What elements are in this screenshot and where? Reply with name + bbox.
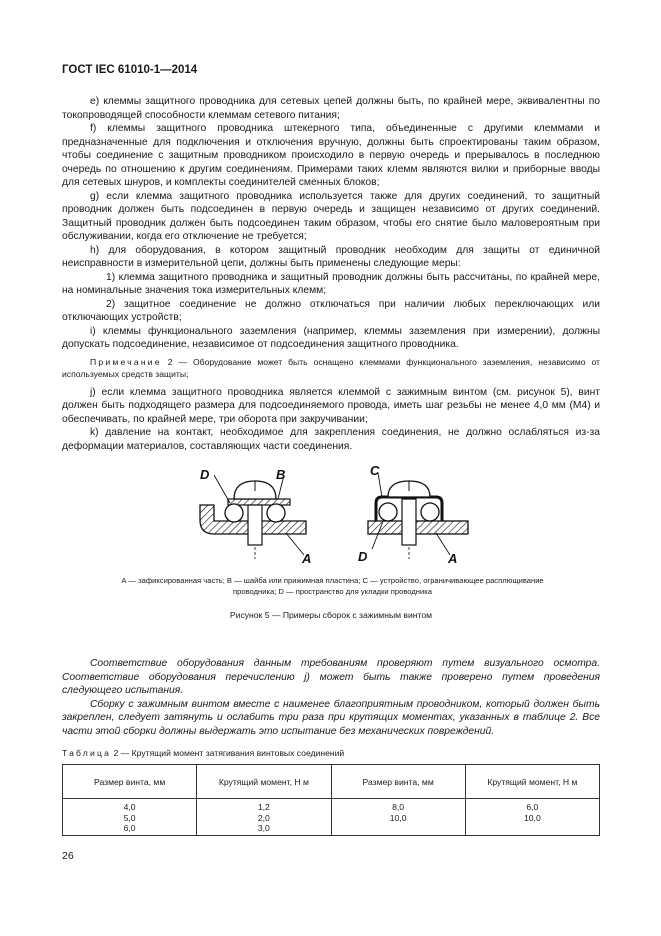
table-cell-col2: [197, 799, 331, 836]
subitem-1: 1) клемма защитного проводника и защитный проводник должны быть рассчитаны, по крайней мере, на номинальные значения тока измерительных клемм;: [62, 271, 600, 296]
table-title: [62, 748, 344, 758]
paragraph-k: k) давление на контакт, необходимое для закрепления соединения, не должно ослабляться из-за деформации материалов, составляющих части соединения.: [62, 427, 600, 452]
conductor-right-2: [421, 503, 439, 521]
note-text: 2 — Оборудование может быть оснащено клеммами функционального заземления, независимо от используемых средств защиты;: [62, 356, 600, 379]
label-c: C: [370, 463, 380, 478]
figure-5-drawing: [186, 463, 486, 573]
paragraph-i: i) клеммы функционального заземления (например, клеммы заземления при измерении), должны допускать подсоединение, независимое от подсоединения защитного проводника.: [62, 325, 600, 350]
fixed-part-right: [368, 521, 468, 534]
paragraph-e: е) клеммы защитного проводника для сетевых цепей должны быть, по крайней мере, эквивалентны по токопроводящей способности клеммам сетевого питания;: [62, 96, 600, 121]
cell-value: 6,0: [526, 802, 539, 812]
cell-value: 5,0: [123, 812, 136, 823]
main-text: [62, 95, 600, 453]
cell-value: 1,2: [257, 802, 270, 812]
figure-caption: Рисунок 5 — Примеры сборок с зажимным винтом: [229, 610, 433, 620]
table-header-cell: Размер винта, мм: [63, 765, 197, 799]
paragraph-f: f) клеммы защитного проводника штекерного типа, объединенные с другими клеммами и предназначенные для подключения и отключения вручную, должны быть спроектированы таким образом, чтобы соединение с защитным проводником происходило в первую очередь и прерывалось в последнюю очередь по отношению к другим соединениям. Примерами таких клемм являются вилки и приборные вводы для сетевых шнуров, и комплекты соединителей сменных блоков;: [62, 123, 600, 188]
table-header-row: [63, 765, 600, 799]
figure-legend: А — зафиксированная часть; В — шайба или прижимная пластина; С — устройство, ограничивающее расплющивание проводника; D — пространство для укладки проводника: [121, 576, 544, 596]
cell-value: 6,0: [123, 823, 136, 833]
conductor-left-1: [225, 504, 243, 522]
conductor-right-1: [379, 503, 397, 521]
table-title-text: 2 — Крутящий момент затягивания винтовых соединений: [111, 748, 345, 758]
paragraph-j: j) если клемма защитного проводника является клеммой с зажимным винтом (см. рисунок 5), винт должен быть подходящего размера для подсоединяемого провода, иметь шаг резьбы не менее 4,0 мм (М4) и обеспечивать, по крайней мере, три оборота при закручивании;: [62, 386, 600, 425]
compliance-text: [62, 657, 600, 738]
cell-value: 4,0: [123, 802, 136, 812]
table-cell-col4: [465, 799, 599, 836]
label-a-left: A: [302, 551, 312, 566]
standard-header: ГОСТ IEC 61010-1—2014: [62, 64, 198, 76]
label-b: B: [276, 467, 286, 482]
cell-value: 8,0: [392, 802, 405, 812]
cell-value: 10,0: [389, 812, 407, 823]
label-d-right: D: [358, 549, 368, 564]
note-prefix: Примечание: [90, 356, 162, 367]
note-2: [62, 356, 600, 380]
screw-shank-left: [248, 505, 262, 545]
table-header-cell: Размер винта, мм: [331, 765, 465, 799]
cell-value: 2,0: [257, 812, 270, 823]
screw-shank-right: [402, 499, 416, 545]
table-row: [63, 799, 600, 836]
right-assembly: [358, 463, 468, 566]
paragraph-g: g) если клемма защитного проводника используется также для других соединений, то защитный проводник должен быть подсоединен в первую очередь и защищен независимо от других соединений. Защитный проводник должен быть подсоединен таким образом, чтобы его снятие было маловероятным при обслуживании, когда его отключение не требуется;: [62, 190, 600, 242]
conductor-left-2: [267, 504, 285, 522]
left-assembly: [200, 467, 311, 566]
torque-table: [62, 764, 600, 836]
cell-value: 3,0: [257, 823, 270, 833]
table-cell-col3: [331, 799, 465, 836]
table-cell-col1: [63, 799, 197, 836]
table-prefix: Таблица: [62, 748, 112, 758]
cell-value: 10,0: [524, 812, 541, 823]
page-number: 26: [62, 850, 74, 862]
compliance-paragraph-1: Соответствие оборудования данным требованиям проверяют путем визуального осмотра. Соответствие оборудования перечислению j) может быть также проверено путем проведения следующего испытания.: [62, 658, 600, 696]
paragraph-h: h) для оборудования, в котором защитный проводник необходим для защиты от единичной неисправности в измерительной цепи, должны быть применены следующие меры:: [62, 244, 600, 269]
compliance-paragraph-2: Сборку с зажимным винтом вместе с наименее благоприятным проводником, который должен быть закреплен, следует затянуть и ослабить три раза при крутящих моментах, указанных в таблице 2. Все части этой сборки должны выдержать это испытание без механических повреждений.: [62, 698, 600, 737]
table-header-cell: Крутящий момент, Н м: [465, 765, 599, 799]
subitem-2: 2) защитное соединение не должно отключаться при наличии любых переключающих или отключающих устройств;: [62, 298, 600, 323]
label-a-right: A: [448, 551, 458, 566]
label-d-left: D: [200, 467, 210, 482]
table-header-cell: Крутящий момент, Н м: [197, 765, 331, 799]
